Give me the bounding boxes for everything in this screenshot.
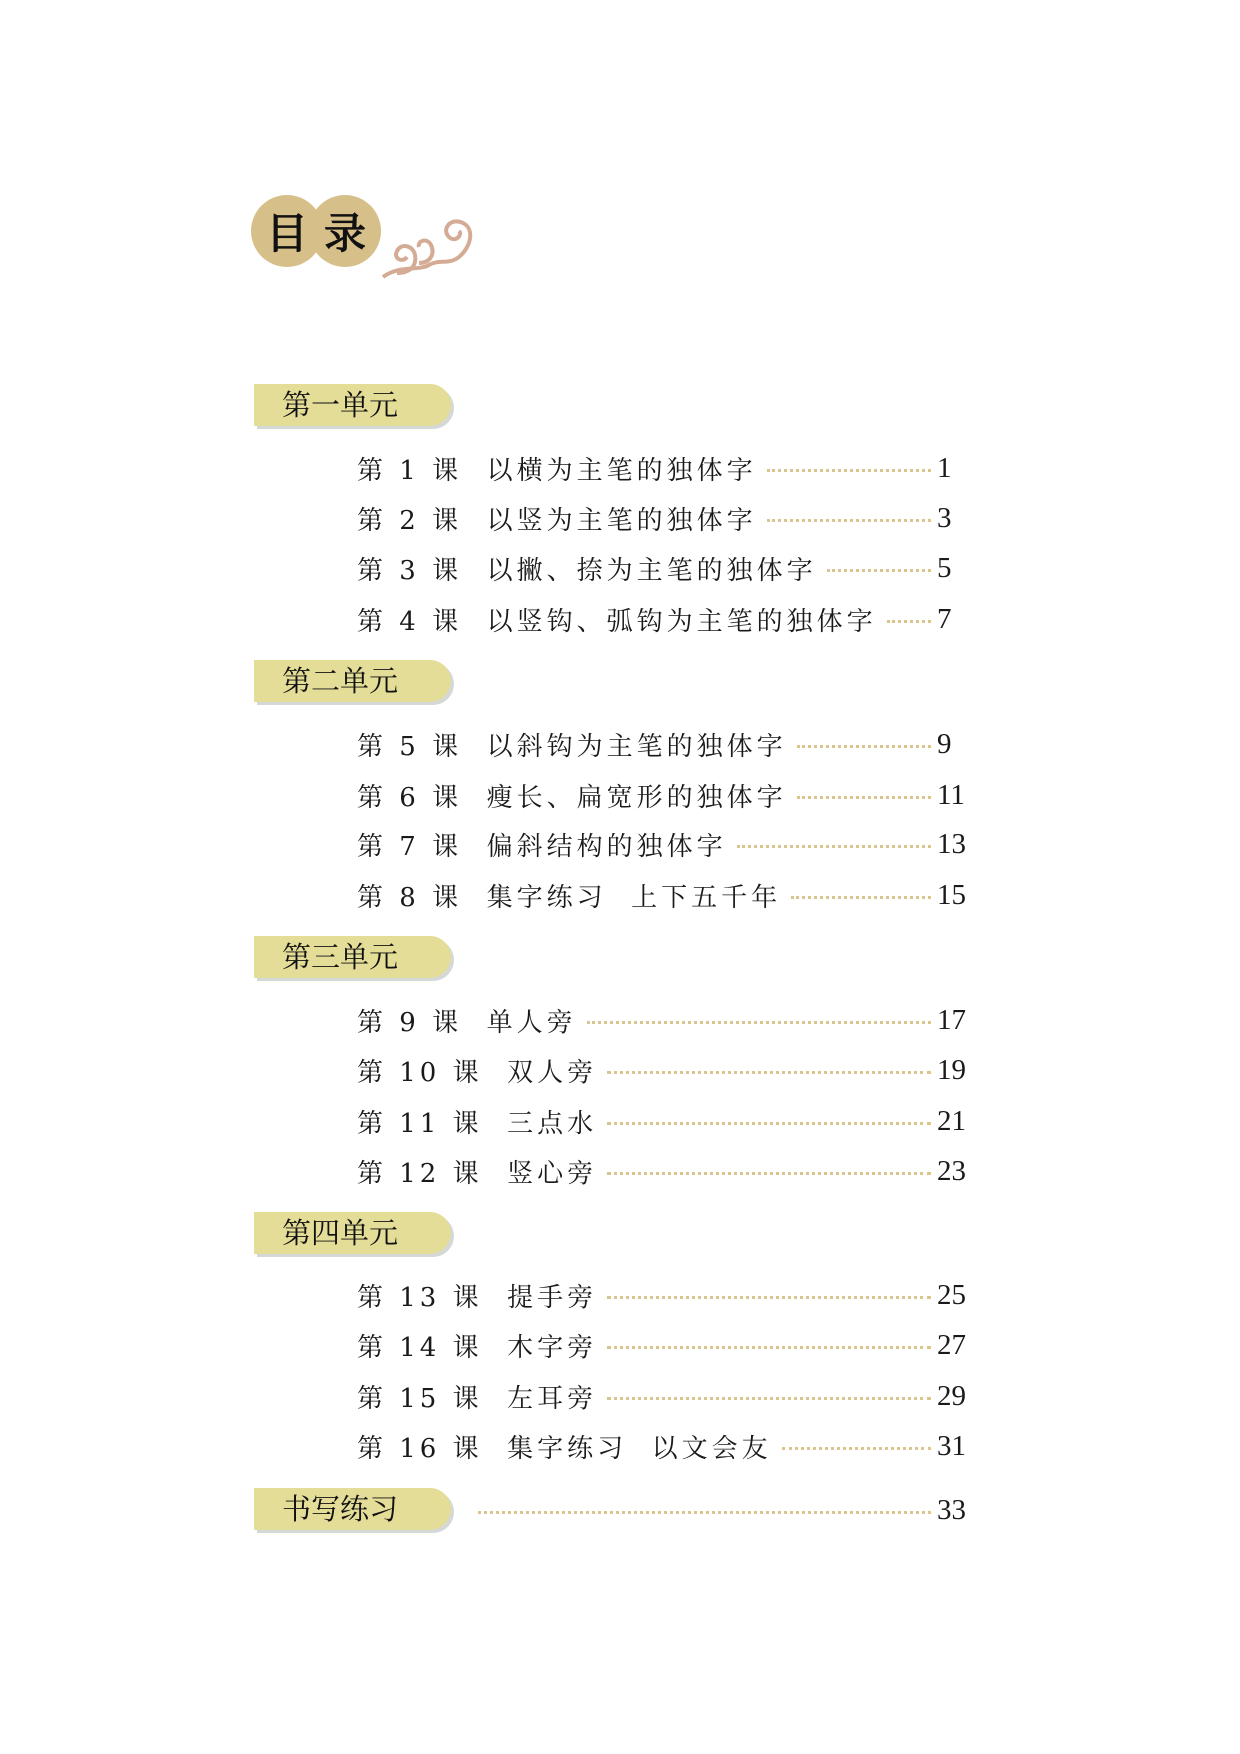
lesson-title: 第 11 课 三点水 [357, 1108, 598, 1139]
lesson-title: 第 7 课 偏斜结构的独体字 [357, 831, 727, 862]
toc-title [251, 195, 481, 285]
toc-row[interactable] [357, 1328, 969, 1362]
page-number: 1 [937, 451, 952, 484]
dot-leader [797, 745, 931, 748]
dot-leader [791, 896, 931, 899]
page-number: 11 [937, 778, 965, 811]
lesson-title: 第 14 课 木字旁 [357, 1332, 598, 1363]
toc-row[interactable] [357, 1154, 969, 1188]
page-number: 31 [937, 1429, 966, 1462]
dot-leader [587, 1021, 931, 1024]
lesson-title: 第 3 课 以撇、捺为主笔的独体字 [357, 555, 817, 586]
toc-row[interactable] [357, 1278, 969, 1312]
toc-row[interactable] [357, 778, 969, 812]
lesson-title: 第 1 课 以横为主笔的独体字 [357, 455, 757, 486]
dot-leader [607, 1122, 931, 1125]
lesson-title: 第 13 课 提手旁 [357, 1282, 598, 1313]
page-number: 15 [937, 878, 966, 911]
page-number: 13 [937, 827, 966, 860]
toc-row[interactable] [357, 602, 969, 636]
dot-leader [797, 796, 931, 799]
dot-leader [607, 1172, 931, 1175]
toc-row[interactable] [357, 727, 969, 761]
toc-row[interactable] [357, 451, 969, 485]
toc-row[interactable] [357, 551, 969, 585]
lesson-title: 第 15 课 左耳旁 [357, 1383, 598, 1414]
page-number: 23 [937, 1154, 966, 1187]
dot-leader [827, 569, 931, 572]
page-number: 5 [937, 551, 952, 584]
page-number: 25 [937, 1278, 966, 1311]
title-char-mu: 目 [251, 195, 323, 267]
toc-row[interactable] [357, 501, 969, 535]
dot-leader [478, 1511, 931, 1514]
lesson-title: 第 12 课 竖心旁 [357, 1158, 598, 1189]
lesson-title: 第 9 课 单人旁 [357, 1007, 577, 1038]
page-number: 19 [937, 1053, 966, 1086]
toc-row[interactable] [357, 827, 969, 861]
dot-leader [607, 1346, 931, 1349]
page-number: 33 [937, 1493, 966, 1526]
lesson-title: 第 5 课 以斜钩为主笔的独体字 [357, 731, 787, 762]
dot-leader [887, 620, 931, 623]
dot-leader [767, 519, 931, 522]
toc-row[interactable] [357, 1053, 969, 1087]
page-number: 21 [937, 1104, 966, 1137]
page-number: 27 [937, 1328, 966, 1361]
unit-banner-3: 第三单元 [254, 936, 451, 978]
toc-row[interactable] [357, 1003, 969, 1037]
page-number: 29 [937, 1379, 966, 1412]
lesson-title: 第 2 课 以竖为主笔的独体字 [357, 505, 757, 536]
unit-banner-1: 第一单元 [254, 384, 451, 426]
lesson-title: 第 6 课 瘦长、扁宽形的独体字 [357, 782, 787, 813]
dot-leader [607, 1397, 931, 1400]
lesson-title: 第 10 课 双人旁 [357, 1057, 598, 1088]
unit-banner-2: 第二单元 [254, 660, 451, 702]
dot-leader [782, 1447, 931, 1450]
dot-leader [737, 845, 931, 848]
lesson-title: 第 8 课 集字练习 上下五千年 [357, 882, 782, 913]
dot-leader [767, 469, 931, 472]
dot-leader [607, 1071, 931, 1074]
page-number: 17 [937, 1003, 966, 1036]
toc-row[interactable] [357, 1429, 969, 1463]
practice-row[interactable] [468, 1493, 969, 1527]
dot-leader [607, 1296, 931, 1299]
practice-banner: 书写练习 [254, 1488, 451, 1530]
toc-row[interactable] [357, 1379, 969, 1413]
title-char-lu: 录 [309, 195, 381, 267]
toc-row[interactable] [357, 878, 969, 912]
lesson-title: 第 4 课 以竖钩、弧钩为主笔的独体字 [357, 606, 877, 637]
unit-banner-4: 第四单元 [254, 1212, 451, 1254]
toc-row[interactable] [357, 1104, 969, 1138]
cloud-ornament-icon [379, 215, 479, 279]
page-number: 9 [937, 727, 952, 760]
page-number: 7 [937, 602, 952, 635]
lesson-title: 第 16 课 集字练习 以文会友 [357, 1433, 772, 1464]
page-number: 3 [937, 501, 952, 534]
